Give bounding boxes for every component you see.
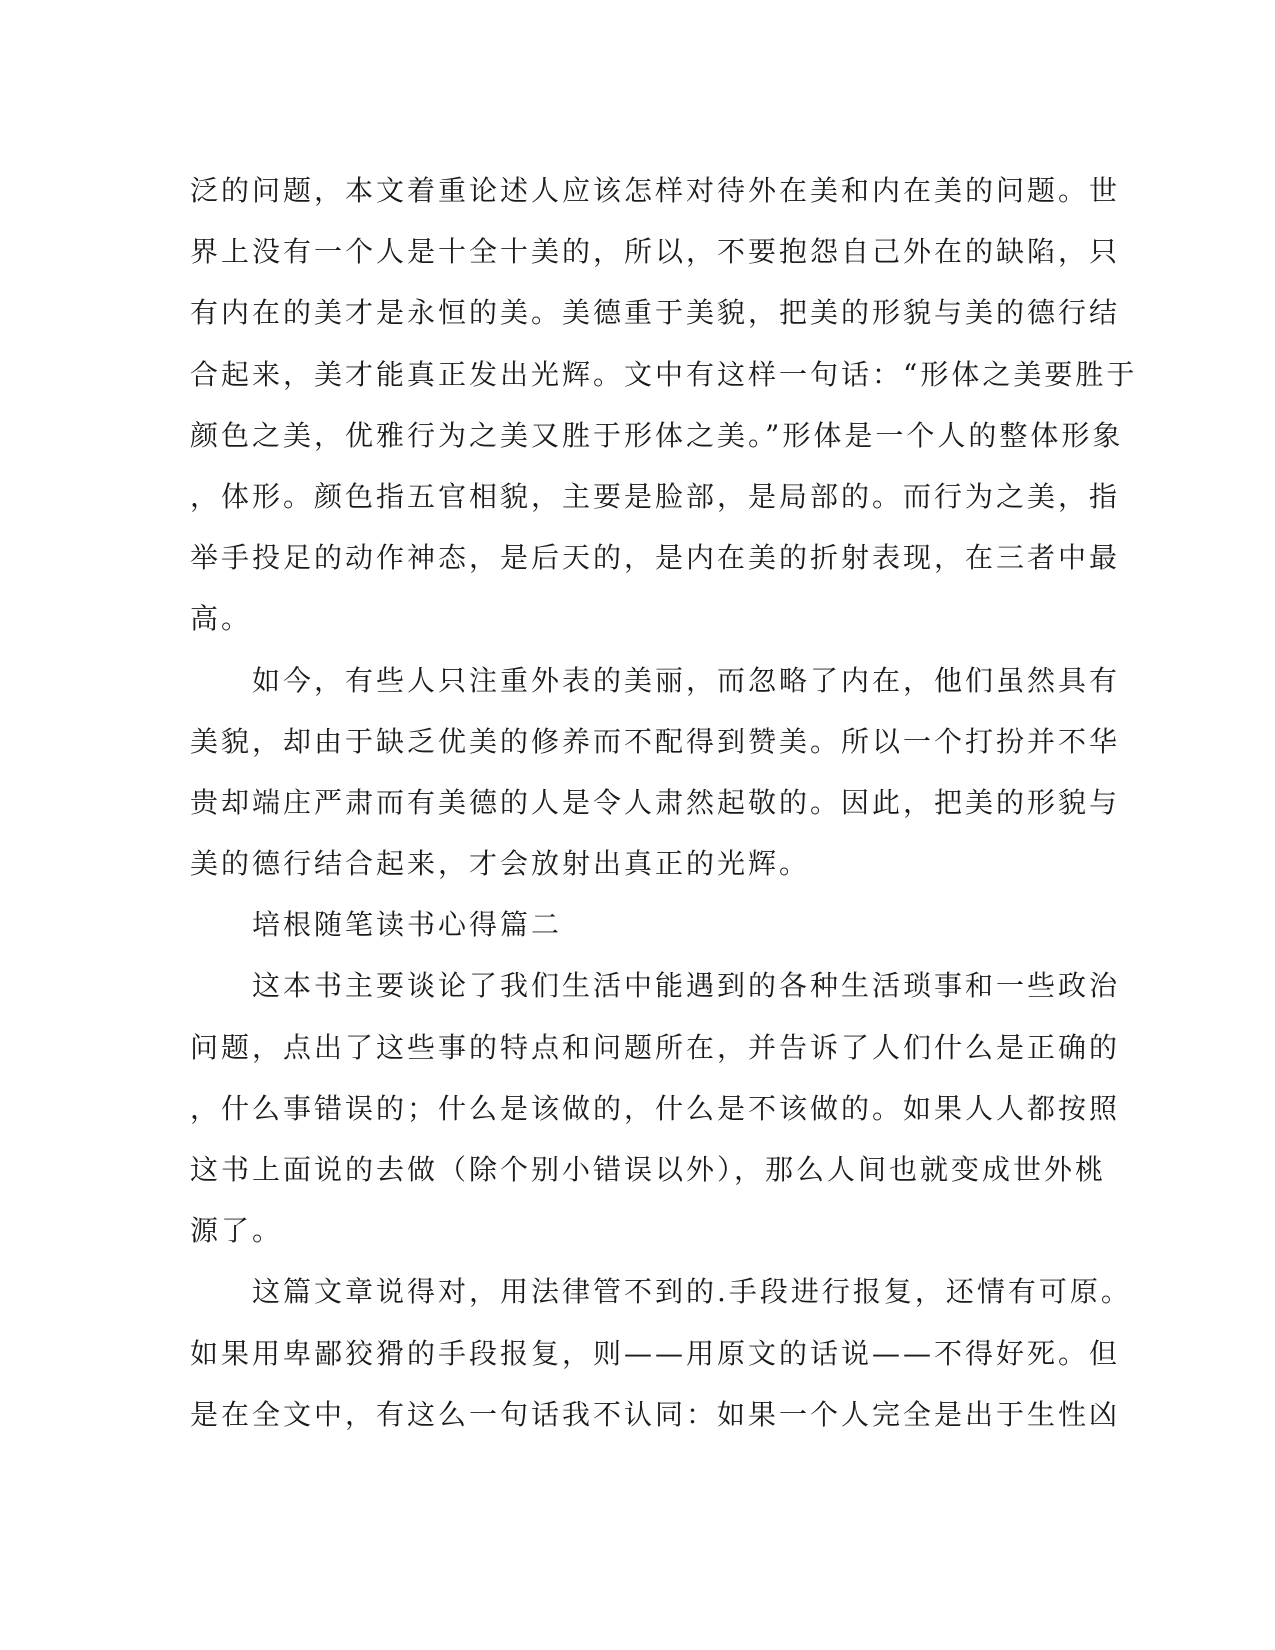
body-text (190, 160, 1138, 1445)
text-line: ，体形。颜色指五官相貌，主要是脸部，是局部的。而行为之美，指 (190, 479, 1121, 513)
text-line: 高。 (190, 602, 253, 636)
text-line: 界上没有一个人是十全十美的，所以，不要抱怨自己外在的缺陷，只 (190, 235, 1121, 269)
section-heading: 培根随笔读书心得篇二 (190, 908, 563, 942)
text-line: 如今，有些人只注重外表的美丽，而忽略了内在，他们虽然具有 (190, 663, 1121, 697)
text-line: 问题，点出了这些事的特点和问题所在，并告诉了人们什么是正确的 (190, 1030, 1121, 1064)
text-line: 有内在的美才是永恒的美。美德重于美貌，把美的形貌与美的德行结 (190, 296, 1121, 330)
text-line: 美貌，却由于缺乏优美的修养而不配得到赞美。所以一个打扮并不华 (190, 724, 1121, 758)
text-line: 这书上面说的去做（除个别小错误以外），那么人间也就变成世外桃 (190, 1153, 1107, 1186)
text-line: 贵却端庄严肃而有美德的人是令人肃然起敬的。因此，把美的形貌与 (190, 785, 1121, 819)
text-line: 源了。 (190, 1214, 284, 1248)
text-line: 如果用卑鄙狡猾的手段报复，则——用原文的话说——不得好死。但 (190, 1336, 1121, 1370)
text-line: 这本书主要谈论了我们生活中能遇到的各种生活琐事和一些政治 (190, 969, 1121, 1003)
text-line: 泛的问题，本文着重论述人应该怎样对待外在美和内在美的问题。世 (190, 174, 1121, 207)
text-line: 是在全文中，有这么一句话我不认同：如果一个人完全是出于生性凶 (190, 1397, 1121, 1431)
text-line: 这篇文章说得对，用法律管不到的.手段进行报复，还情有可原。 (190, 1275, 1132, 1309)
text-line: 颜色之美，优雅行为之美又胜于形体之美。”形体是一个人的整体形象 (190, 418, 1124, 452)
text-line: 美的德行结合起来，才会放射出真正的光辉。 (190, 847, 811, 881)
text-line: 合起来，美才能真正发出光辉。文中有这样一句话：“形体之美要胜于 (190, 357, 1138, 391)
text-line: ，什么事错误的；什么是该做的，什么是不该做的。如果人人都按照 (190, 1091, 1121, 1125)
text-line: 举手投足的动作神态，是后天的，是内在美的折射表现，在三者中最 (190, 541, 1121, 575)
